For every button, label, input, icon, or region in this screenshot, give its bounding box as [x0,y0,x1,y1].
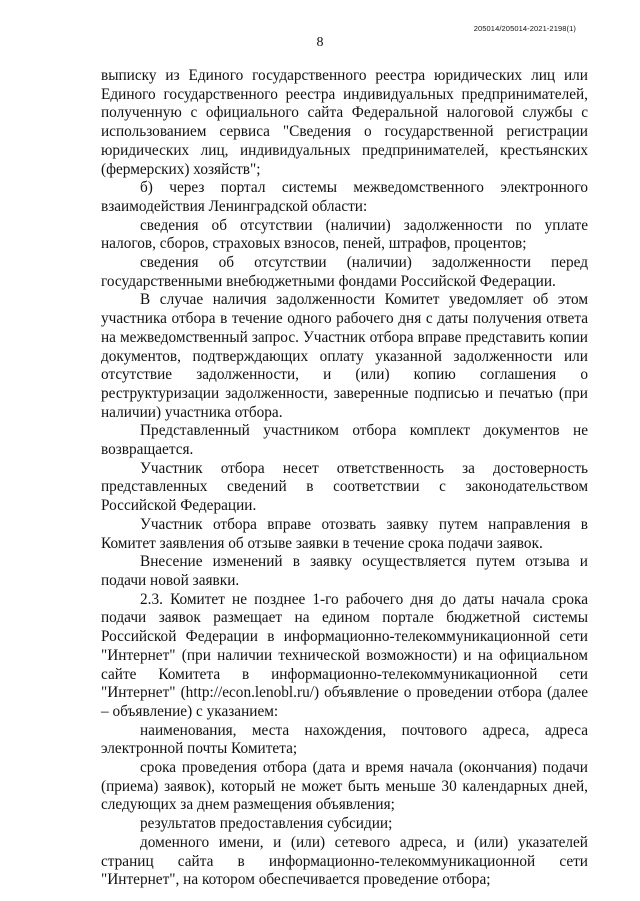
paragraph-smev-portal: б) через портал системы межведомственного электронного взаимодействия Ленинградской области: [101,179,588,215]
page-number: 8 [316,35,324,50]
paragraph-documents-not-returned: Представленный участником отбора комплект документов не возвращается. [101,422,588,459]
document-id: 205014/205014-2021-2198(1) [473,24,576,33]
paragraph-domain-name: доменного имени, и (или) сетевого адреса, и (или) указателей страниц сайта в информационно-телекоммуникационной сети "Интернет", на котором обеспечивается проведение отбора; [101,833,588,889]
paragraph-tax-debt: сведения об отсутствии (наличии) задолженности по уплате налогов, сборов, страховых взносов, пеней, штрафов, процентов; [101,216,588,253]
paragraph-withdraw-application: Участник отбора вправе отозвать заявку путем направления в Комитет заявления об отзыве заявки в течение срока подачи заявок. [101,515,588,552]
paragraph-results: результатов предоставления субсидии; [140,815,393,833]
paragraph-name-address: наименования, места нахождения, почтового адреса, адреса электронной почты Комитета; [101,721,588,758]
paragraph-deadline: срока проведения отбора (дата и время начала (окончания) подачи (приема) заявок), который не может быть меньше 30 календарных дней, следующих за днем размещения объявления; [101,759,588,814]
paragraph-extract-egrul: выписку из Единого государственного реестра юридических лиц или Единого государственного реестра индивидуальных предпринимателей, полученную с официального сайта Федеральной налоговой службы с использованием сервиса "Сведения о государственной регистрации юридических лиц, индивидуальных предпринимателей, крестьянских (фермерских) хозяйств"; [101,67,588,178]
document-body [101,67,588,890]
paragraph-responsibility: Участник отбора несет ответственность за достоверность представленных сведений в соответствии с законодательством Российской Федерации. [101,459,588,515]
paragraph-section-2-3: 2.3. Комитет не позднее 1-го рабочего дня до даты начала срока подачи заявок размещает на едином портале бюджетной системы Российской Федерации в информационно-телекоммуникационной сети "Интернет" (при наличии технической возможности) и на официальном сайте Комитета в информационно-телекоммуникационной сети "Интернет" (http://econ.lenobl.ru/) объявление о проведении отбора (далее – объявление) с указанием: [101,590,588,720]
paragraph-funds-debt: сведения об отсутствии (наличии) задолженности перед государственными внебюджетными фондами Российской Федерации. [101,254,588,290]
paragraph-changes: Внесение изменений в заявку осуществляется путем отзыва и подачи новой заявки. [101,553,588,589]
paragraph-debt-notice: В случае наличия задолженности Комитет уведомляет об этом участника отбора в течение одного рабочего дня с даты получения ответа на межведомственный запрос. Участник отбора вправе представить копии документов, подтверждающих оплату указанной задолженности или отсутствие задолженности, и (или) копию соглашения о реструктуризации задолженности, заверенные подписью и печатью (при наличии) участника отбора. [101,291,588,421]
